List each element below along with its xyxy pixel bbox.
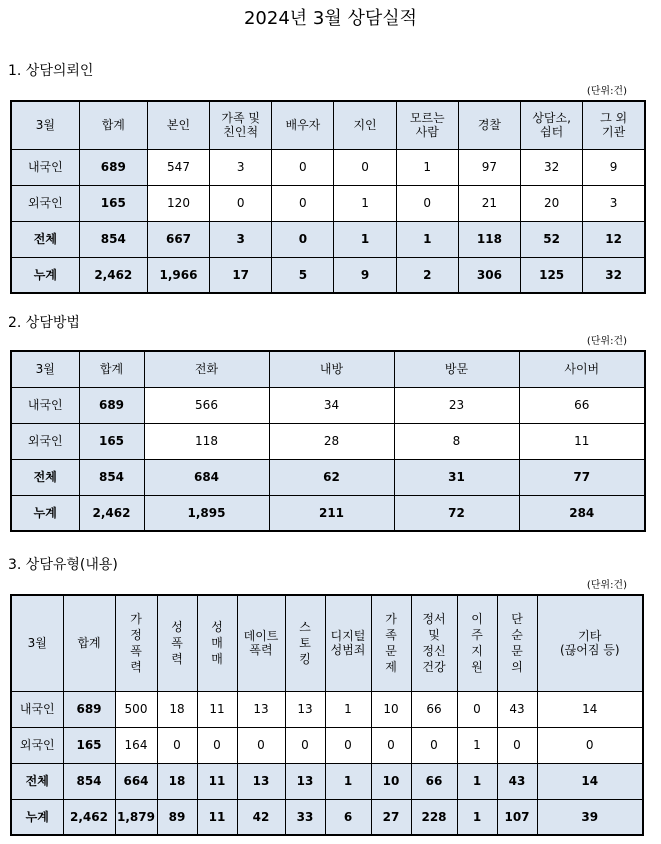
row-label: 내국인	[11, 387, 79, 423]
table-cell: 306	[458, 257, 520, 293]
table-cell: 34	[269, 387, 394, 423]
table-cell: 13	[237, 763, 285, 799]
table-cell: 854	[79, 459, 144, 495]
column-header-other: 기타 (끊어짐 등)	[537, 595, 643, 691]
row-label: 전체	[11, 763, 63, 799]
table-cell: 32	[583, 257, 645, 293]
table-cell: 3	[210, 221, 272, 257]
row-label: 누계	[11, 799, 63, 835]
table-cell: 1	[334, 221, 396, 257]
table-cell: 0	[272, 149, 334, 185]
table-cell: 33	[285, 799, 325, 835]
column-header-visit-in: 내방	[269, 351, 394, 387]
section-heading-requester: 1. 상담의뢰인	[8, 63, 94, 79]
method-table	[10, 350, 646, 532]
table-cell: 1	[334, 185, 396, 221]
table-cell: 2,462	[79, 495, 144, 531]
table-cell: 689	[79, 149, 147, 185]
table-cell: 10	[371, 691, 411, 727]
row-label: 내국인	[11, 691, 63, 727]
table-row	[11, 727, 643, 763]
table-cell: 89	[157, 799, 197, 835]
table-cell: 9	[334, 257, 396, 293]
unit-label: (단위:건)	[586, 86, 627, 97]
table-cell: 66	[519, 387, 645, 423]
table-cell: 21	[458, 185, 520, 221]
column-header-migrant-support: 이 주 지 원	[457, 595, 497, 691]
table-cell: 62	[269, 459, 394, 495]
table-cell: 667	[147, 221, 209, 257]
row-label: 외국인	[11, 727, 63, 763]
column-header-digital-sex-crime: 디지털 성범죄	[325, 595, 371, 691]
type-table	[10, 594, 644, 836]
table-cell: 13	[237, 691, 285, 727]
row-label: 누계	[11, 495, 79, 531]
table-cell: 6	[325, 799, 371, 835]
table-cell: 10	[371, 763, 411, 799]
table-cell: 11	[519, 423, 645, 459]
column-header-simple-inquiry: 단 순 문 의	[497, 595, 537, 691]
table-cell: 120	[147, 185, 209, 221]
column-header-month: 3월	[11, 351, 79, 387]
table-row	[11, 459, 645, 495]
table-cell: 0	[325, 727, 371, 763]
table-cell: 547	[147, 149, 209, 185]
table-cell: 3	[210, 149, 272, 185]
column-header-phone: 전화	[144, 351, 269, 387]
row-label: 외국인	[11, 185, 79, 221]
table-cell: 28	[269, 423, 394, 459]
table-cell: 0	[285, 727, 325, 763]
table-cell: 5	[272, 257, 334, 293]
table-cell: 2	[396, 257, 458, 293]
requester-table	[10, 100, 646, 294]
table-cell: 689	[79, 387, 144, 423]
header-row	[11, 351, 645, 387]
table-row	[11, 387, 645, 423]
table-cell: 664	[115, 763, 157, 799]
table-cell: 12	[583, 221, 645, 257]
table-cell: 689	[63, 691, 115, 727]
column-header-emotional-health: 정서 및 정신 건강	[411, 595, 457, 691]
table-cell: 118	[144, 423, 269, 459]
header-row	[11, 101, 645, 149]
table-cell: 31	[394, 459, 519, 495]
table-row	[11, 149, 645, 185]
table-row	[11, 691, 643, 727]
table-cell: 107	[497, 799, 537, 835]
table-cell: 165	[79, 423, 144, 459]
table-cell: 20	[521, 185, 583, 221]
table-cell: 125	[521, 257, 583, 293]
column-header-acquaintance: 지인	[334, 101, 396, 149]
table-cell: 1	[396, 221, 458, 257]
table-cell: 0	[157, 727, 197, 763]
table-cell: 43	[497, 763, 537, 799]
table-cell: 164	[115, 727, 157, 763]
table-cell: 13	[285, 691, 325, 727]
column-header-total: 합계	[79, 351, 144, 387]
table-cell: 1,895	[144, 495, 269, 531]
table-cell: 9	[583, 149, 645, 185]
column-header-month: 3월	[11, 595, 63, 691]
table-cell: 165	[79, 185, 147, 221]
table-cell: 1	[396, 149, 458, 185]
table-cell: 228	[411, 799, 457, 835]
row-label: 내국인	[11, 149, 79, 185]
column-header-month: 3월	[11, 101, 79, 149]
table-row	[11, 763, 643, 799]
table-row	[11, 495, 645, 531]
table-cell: 8	[394, 423, 519, 459]
column-header-police: 경찰	[458, 101, 520, 149]
table-cell: 2,462	[63, 799, 115, 835]
table-cell: 0	[371, 727, 411, 763]
table-cell: 165	[63, 727, 115, 763]
table-cell: 97	[458, 149, 520, 185]
column-header-total: 합계	[63, 595, 115, 691]
table-cell: 0	[272, 221, 334, 257]
table-cell: 14	[537, 691, 643, 727]
table-cell: 1	[325, 763, 371, 799]
column-header-sexual-violence: 성 폭 력	[157, 595, 197, 691]
section-heading-type: 3. 상담유형(내용)	[8, 557, 118, 573]
table-row	[11, 423, 645, 459]
table-cell: 17	[210, 257, 272, 293]
table-cell: 11	[197, 799, 237, 835]
table-cell: 854	[79, 221, 147, 257]
table-cell: 13	[285, 763, 325, 799]
table-cell: 66	[411, 691, 457, 727]
table-cell: 27	[371, 799, 411, 835]
table-cell: 11	[197, 691, 237, 727]
table-cell: 0	[197, 727, 237, 763]
column-header-stranger: 모르는 사람	[396, 101, 458, 149]
column-header-other-agency: 그 외 기관	[583, 101, 645, 149]
row-label: 외국인	[11, 423, 79, 459]
table-cell: 52	[521, 221, 583, 257]
table-cell: 684	[144, 459, 269, 495]
table-cell: 77	[519, 459, 645, 495]
column-header-prostitution: 성 매 매	[197, 595, 237, 691]
table-cell: 1	[457, 727, 497, 763]
table-cell: 500	[115, 691, 157, 727]
table-cell: 66	[411, 763, 457, 799]
column-header-counseling-center: 상담소, 쉼터	[521, 101, 583, 149]
column-header-spouse: 배우자	[272, 101, 334, 149]
table-cell: 42	[237, 799, 285, 835]
table-cell: 18	[157, 691, 197, 727]
table-cell: 854	[63, 763, 115, 799]
row-label: 누계	[11, 257, 79, 293]
table-cell: 0	[457, 691, 497, 727]
table-cell: 18	[157, 763, 197, 799]
table-cell: 0	[210, 185, 272, 221]
table-cell: 1	[325, 691, 371, 727]
column-header-stalking: 스 토 킹	[285, 595, 325, 691]
column-header-domestic-violence: 가 정 폭 력	[115, 595, 157, 691]
table-cell: 43	[497, 691, 537, 727]
column-header-family: 가족 및 친인척	[210, 101, 272, 149]
unit-label: (단위:건)	[586, 580, 627, 591]
table-cell: 0	[237, 727, 285, 763]
table-cell: 211	[269, 495, 394, 531]
table-cell: 0	[537, 727, 643, 763]
row-label: 전체	[11, 221, 79, 257]
table-row	[11, 185, 645, 221]
table-cell: 1	[457, 763, 497, 799]
table-cell: 72	[394, 495, 519, 531]
column-header-cyber: 사이버	[519, 351, 645, 387]
section-heading-method: 2. 상담방법	[8, 315, 80, 331]
table-cell: 284	[519, 495, 645, 531]
table-row	[11, 257, 645, 293]
table-cell: 32	[521, 149, 583, 185]
row-label: 전체	[11, 459, 79, 495]
table-cell: 11	[197, 763, 237, 799]
column-header-self: 본인	[147, 101, 209, 149]
table-cell: 0	[411, 727, 457, 763]
table-cell: 1	[457, 799, 497, 835]
table-cell: 0	[334, 149, 396, 185]
table-cell: 23	[394, 387, 519, 423]
page-title: 2024년 3월 상담실적	[243, 8, 418, 29]
table-cell: 0	[497, 727, 537, 763]
table-cell: 118	[458, 221, 520, 257]
header-row	[11, 595, 643, 691]
table-cell: 3	[583, 185, 645, 221]
column-header-outreach: 방문	[394, 351, 519, 387]
table-cell: 0	[272, 185, 334, 221]
table-cell: 39	[537, 799, 643, 835]
table-cell: 2,462	[79, 257, 147, 293]
column-header-family-issue: 가 족 문 제	[371, 595, 411, 691]
unit-label: (단위:건)	[586, 336, 627, 347]
table-cell: 566	[144, 387, 269, 423]
table-cell: 14	[537, 763, 643, 799]
column-header-dating-violence: 데이트 폭력	[237, 595, 285, 691]
table-cell: 1,966	[147, 257, 209, 293]
column-header-total: 합계	[79, 101, 147, 149]
table-row	[11, 221, 645, 257]
table-row	[11, 799, 643, 835]
table-cell: 1,879	[115, 799, 157, 835]
table-cell: 0	[396, 185, 458, 221]
